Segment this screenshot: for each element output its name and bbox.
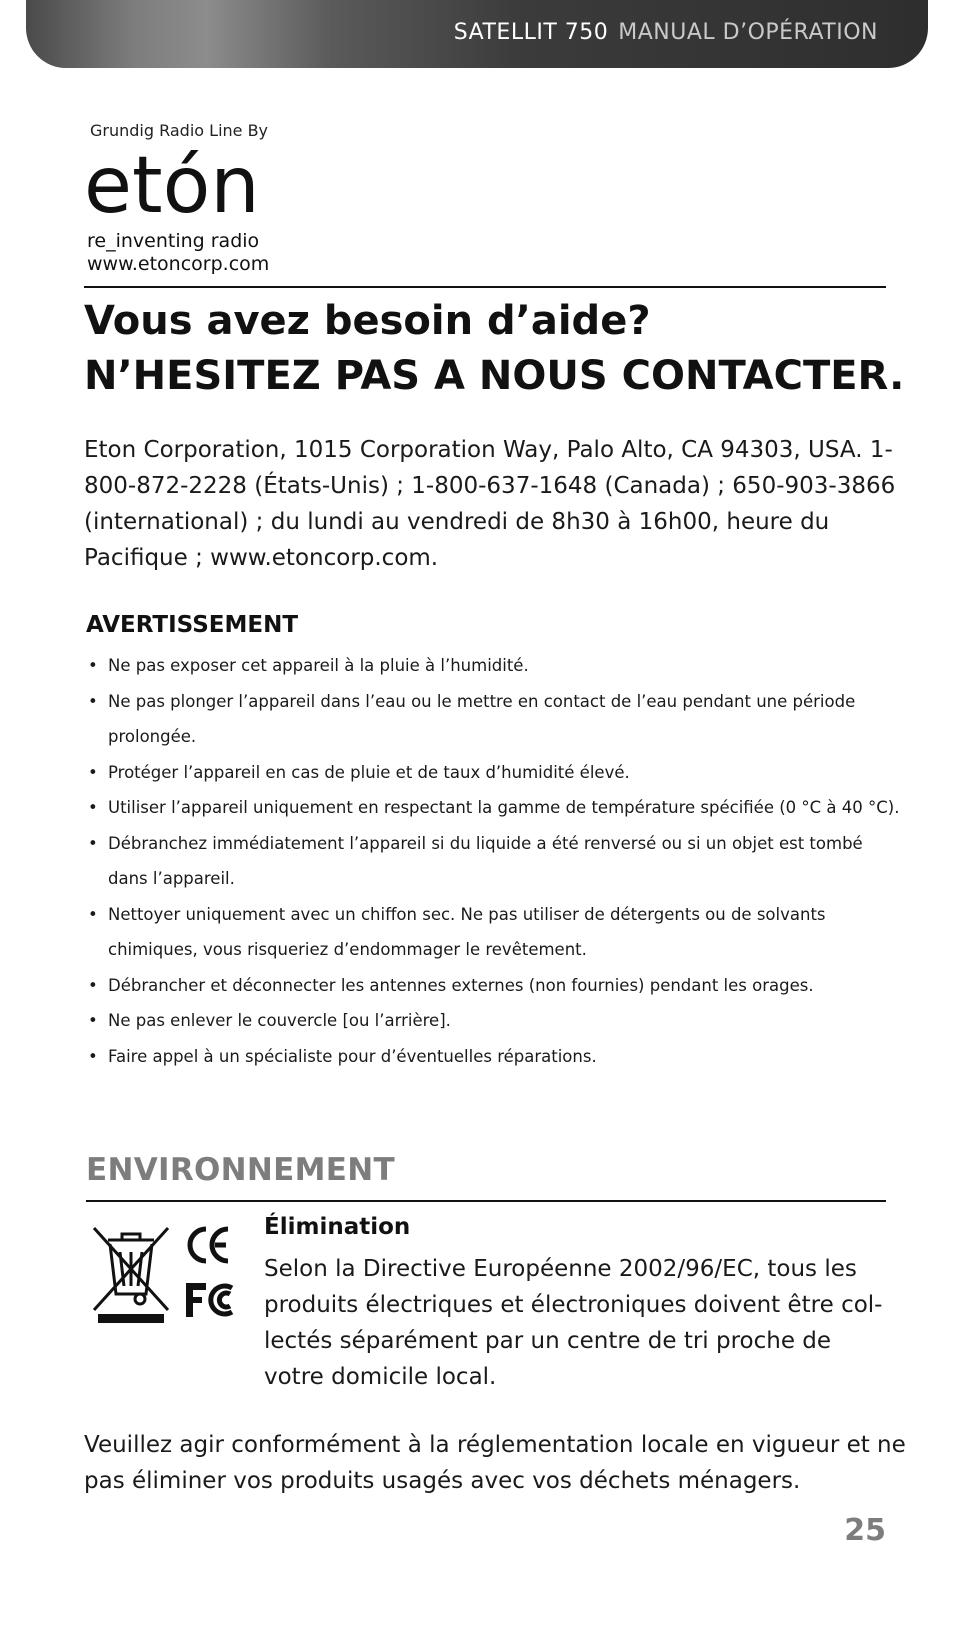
ce-mark-icon bbox=[186, 1225, 232, 1269]
contact-info: Eton Corporation, 1015 Corporation Way, Palo Alto, CA 94303, USA. 1-800-872-2228 (États-Unis) ; 1-800-637-1648 (Canada) ; 650-903-3866 (international) ; du lundi au vendredi de 8h30 à 16h00, heure du Pacifique ; www.etoncorp.com. bbox=[84, 437, 896, 571]
warning-item: • Ne pas exposer cet appareil à la pluie à l’humidité. bbox=[86, 648, 906, 684]
header-band bbox=[26, 0, 928, 68]
environment-title: ENVIRONNEMENT bbox=[86, 1152, 395, 1188]
eton-logo bbox=[84, 150, 264, 224]
disposal-title: Élimination bbox=[264, 1214, 411, 1240]
help-headline bbox=[84, 294, 904, 404]
warning-item: • Débrancher et déconnecter les antennes externes (non fournies) pendant les orages. bbox=[86, 968, 906, 1004]
warning-title: AVERTISSEMENT bbox=[86, 612, 299, 638]
logo-wordmark: etón bbox=[84, 150, 260, 220]
fcc-mark-icon bbox=[186, 1280, 238, 1324]
warning-item: • Protéger l’appareil en cas de pluie et de taux d’humidité élevé. bbox=[86, 755, 906, 791]
brand-website: www.etoncorp.com bbox=[87, 253, 270, 275]
disposal-text: Selon la Directive Européenne 2002/96/EC, tous les produits électriques et électroniques doivent être col-lectés séparément par un centre de tri proche de votre domicile local. bbox=[264, 1256, 883, 1390]
eton-logo-graphic bbox=[84, 150, 264, 220]
local-regulation-text: Veuillez agir conformément à la réglementation locale en vigueur et ne pas éliminer vos produits usagés avec vos déchets ménagers. bbox=[84, 1432, 906, 1494]
header-manual: MANUAL D’OPÉRATION bbox=[618, 20, 878, 45]
headline-line-2: N’HESITEZ PAS A NOUS CONTACTER. bbox=[84, 353, 905, 399]
crossed-out-wheelie-bin-icon bbox=[90, 1220, 172, 1328]
header-title bbox=[454, 20, 878, 45]
warning-item: • Utiliser l’appareil uniquement en respectant la gamme de température spécifiée (0 °C à 40 °C). bbox=[86, 790, 906, 826]
brand-tagline: re_inventing radio bbox=[87, 230, 260, 252]
brand-by-line: Grundig Radio Line By bbox=[90, 121, 269, 140]
header-model: SATELLIT 750 bbox=[453, 20, 609, 45]
warning-item: • Faire appel à un spécialiste pour d’éventuelles réparations. bbox=[86, 1039, 906, 1075]
warning-item: • Débranchez immédiatement l’appareil si du liquide a été renversé ou si un objet est tombé dans l’appareil. bbox=[86, 826, 906, 897]
warning-item: • Ne pas enlever le couvercle [ou l’arrière]. bbox=[86, 1003, 906, 1039]
divider-top bbox=[84, 286, 886, 288]
headline-line-1: Vous avez besoin d’aide? bbox=[84, 298, 651, 344]
divider-environment bbox=[86, 1200, 886, 1202]
brand-tagline-block bbox=[87, 230, 269, 276]
page-number: 25 bbox=[844, 1513, 886, 1548]
warning-item: • Nettoyer uniquement avec un chiffon sec. Ne pas utiliser de détergents ou de solvants chimiques, vous risqueriez d’endommager le revêtement. bbox=[86, 897, 906, 968]
warning-item: • Ne pas plonger l’appareil dans l’eau ou le mettre en contact de l’eau pendant une période prolongée. bbox=[86, 684, 906, 755]
warning-list bbox=[86, 648, 906, 1074]
